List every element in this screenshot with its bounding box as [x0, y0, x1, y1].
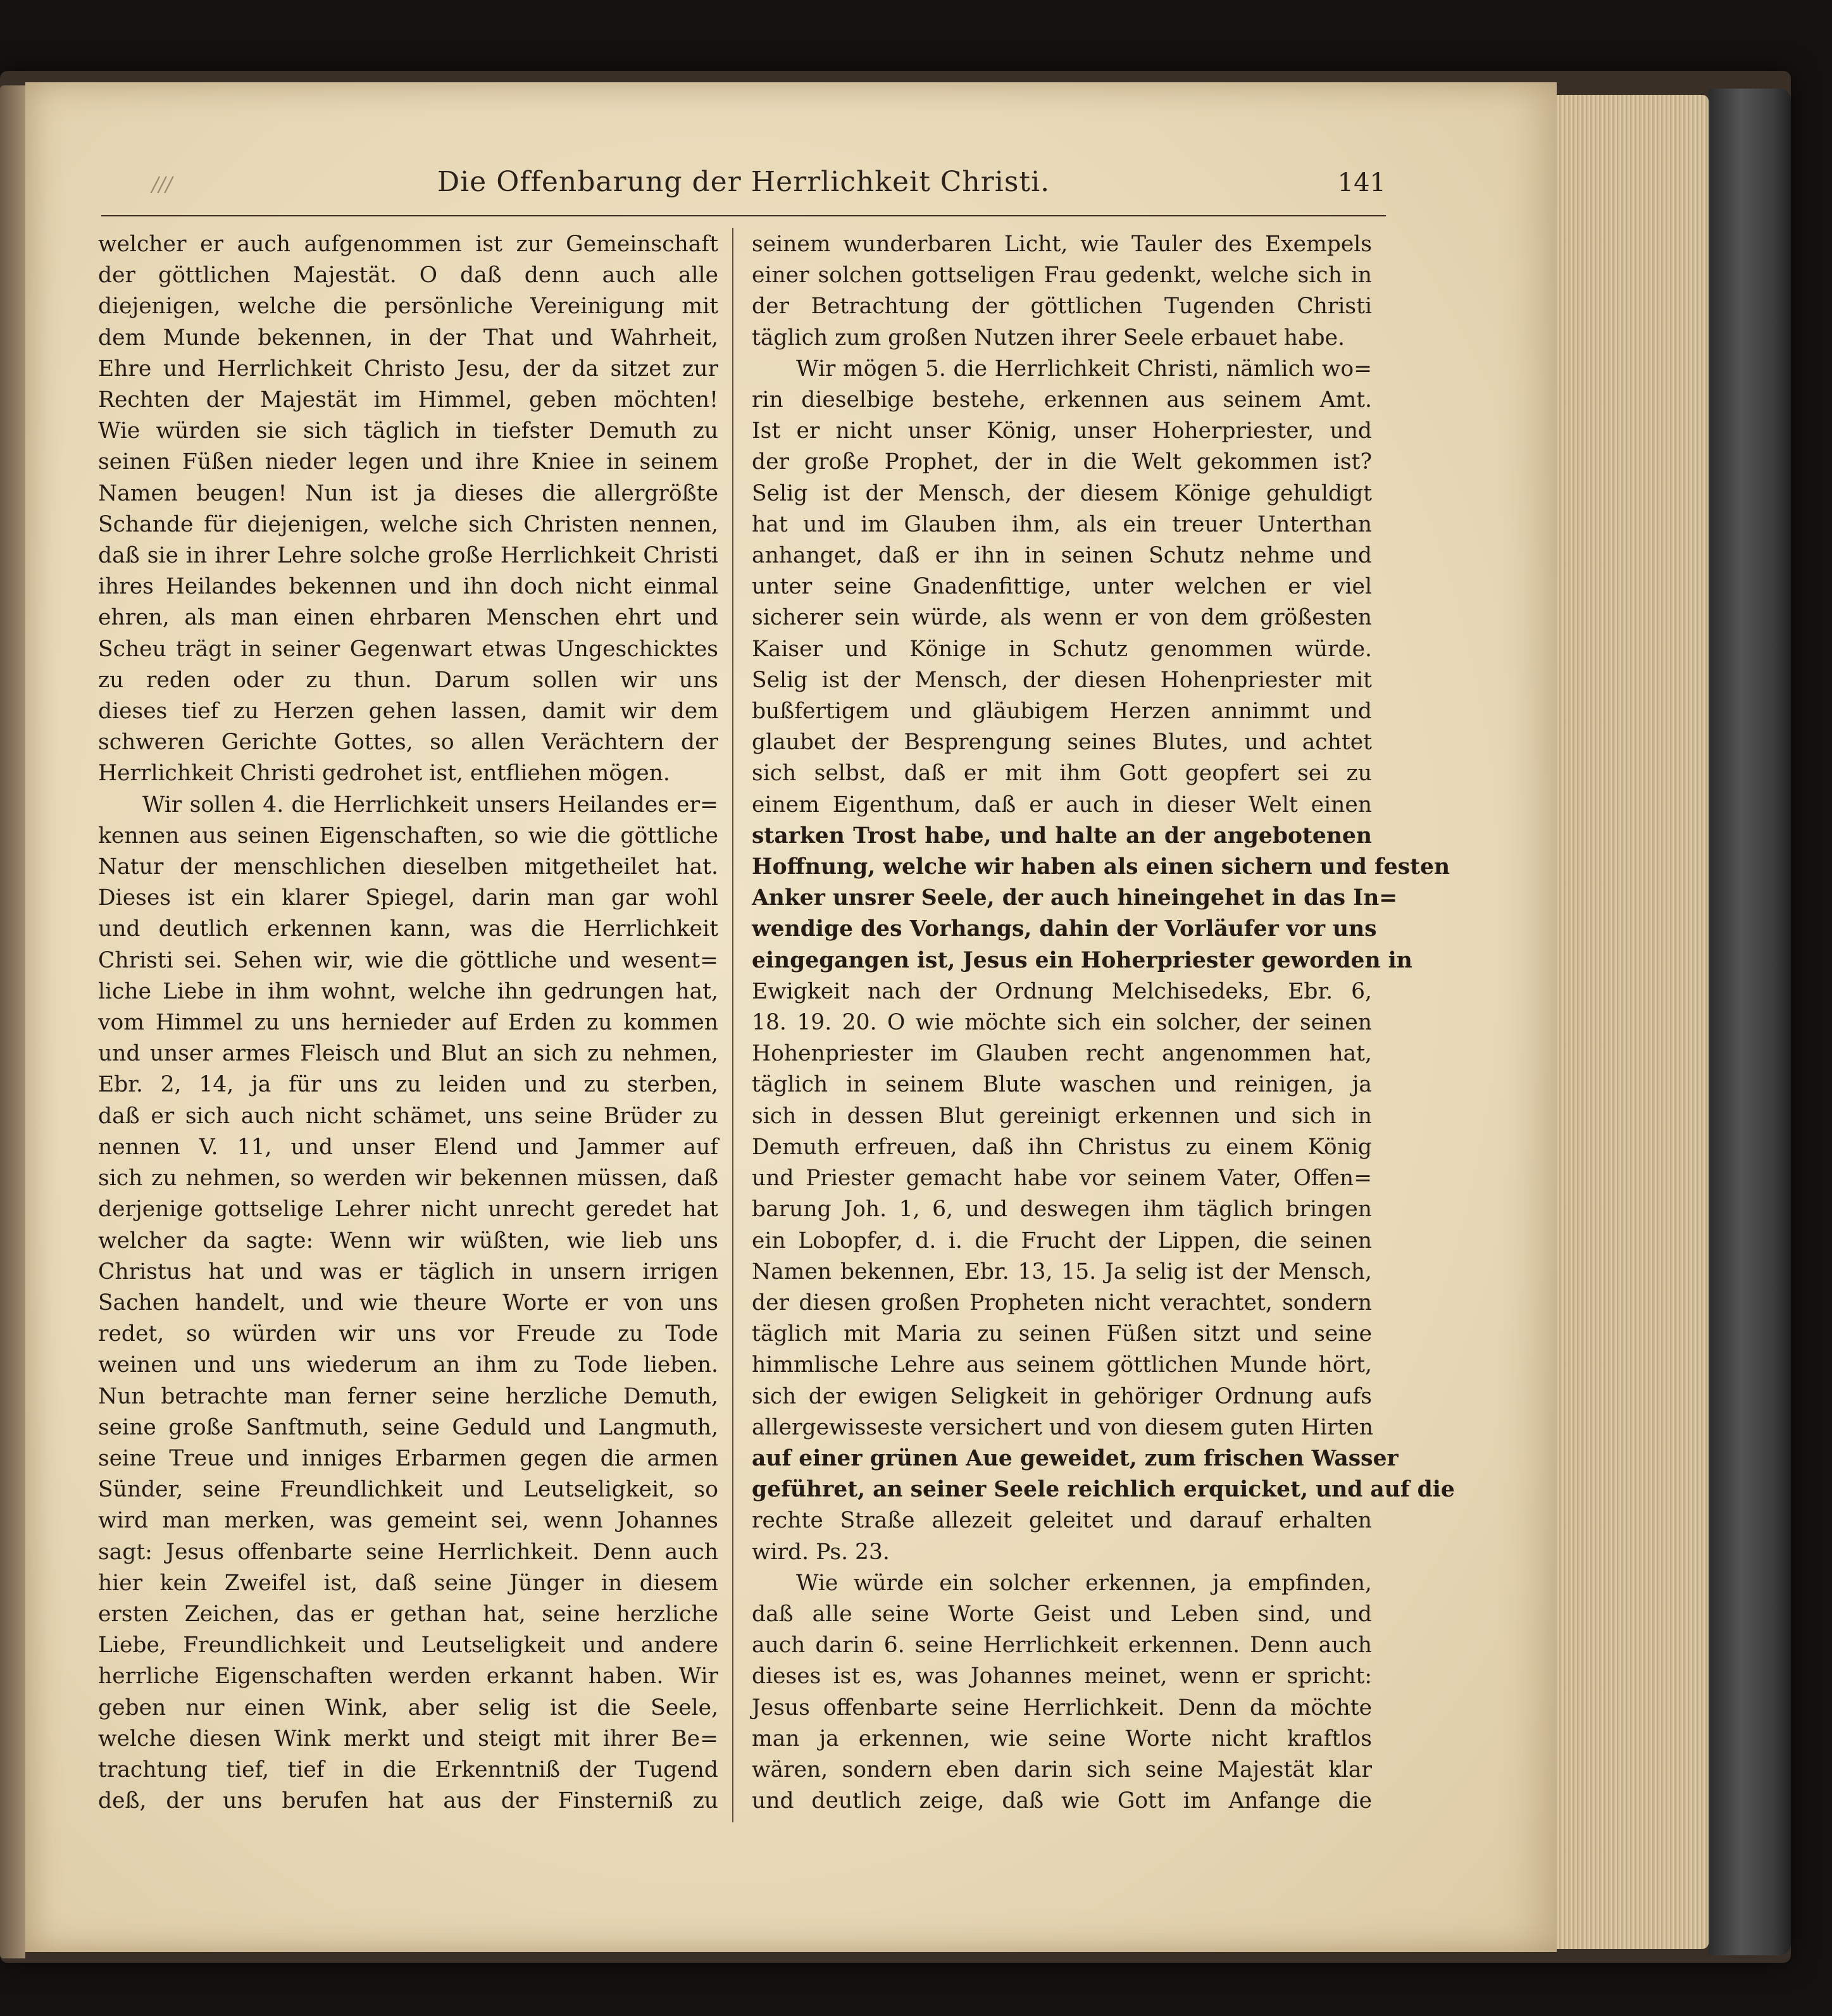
running-title: Die Offenbarung der Herrlichkeit Christi.: [437, 166, 1050, 198]
text-line: trachtung tief, tief in die Erkenntniß der Tugend: [98, 1757, 718, 1783]
text-line: zu reden oder zu thun. Darum sollen wir uns: [98, 667, 718, 693]
text-line: diejenigen, welche die persönliche Vereinigung mit: [98, 294, 718, 320]
text-line: Wie würde ein solcher erkennen, ja empfinden,: [796, 1570, 1372, 1596]
text-line: Sachen handelt, und wie theure Worte er von uns: [98, 1290, 718, 1316]
text-line: welche diesen Wink merkt und steigt mit ihrer Be=: [98, 1726, 718, 1752]
text-line: wird man merken, was gemeint sei, wenn Johannes: [98, 1508, 718, 1534]
text-line: Schande für diejenigen, welche sich Christen nennen,: [98, 511, 718, 537]
right-column: [752, 229, 1455, 1817]
text-line: Jesus offenbarte seine Herrlichkeit. Denn da möchte: [752, 1695, 1372, 1720]
text-line: kennen aus seinen Eigenschaften, so wie die göttliche: [98, 823, 718, 849]
book-cover-edge: [1709, 89, 1791, 1955]
text-line: hier kein Zweifel ist, daß seine Jünger in diesem: [98, 1570, 718, 1596]
text-line: liche Liebe in ihm wohnt, welche ihn gedrungen hat,: [98, 978, 718, 1004]
text-line: man ja erkennen, wie seine Worte nicht kraftlos: [752, 1726, 1372, 1752]
text-line: eingegangen ist, Jesus ein Hoherpriester geworden in: [752, 947, 1412, 973]
text-line: glaubet der Besprengung seines Blutes, und achtet: [752, 730, 1372, 756]
text-line: Nun betrachte man ferner seine herzliche Demuth,: [98, 1383, 718, 1409]
text-line: und deutlich erkennen kann, was die Herrlichkeit: [98, 916, 718, 942]
text-line: Selig ist der Mensch, der diesen Hohenpriester mit: [752, 667, 1372, 693]
text-line: Christus hat und was er täglich in unsern irrigen: [98, 1259, 718, 1285]
text-line: Wir sollen 4. die Herrlichkeit unsers Heilandes er=: [142, 792, 718, 818]
text-line: bußfertigem und gläubigem Herzen annimmt und: [752, 699, 1372, 725]
text-line: Namen bekennen, Ebr. 13, 15. Ja selig ist der Mensch,: [752, 1259, 1372, 1285]
text-line: Sünder, seine Freundlichkeit und Leutseligkeit, so: [98, 1477, 718, 1503]
text-line: redet, so würden wir uns vor Freude zu Tode: [98, 1321, 718, 1347]
text-line: daß alle seine Worte Geist und Leben sind, und: [752, 1601, 1372, 1627]
text-line: ihres Heilandes bekennen und ihn doch nicht einmal: [98, 574, 718, 600]
text-line: wären, sondern eben darin sich seine Majestät klar: [752, 1757, 1372, 1783]
text-line: und deutlich zeige, daß wie Gott im Anfange die: [752, 1788, 1372, 1814]
text-line: täglich in seinem Blute waschen und reinigen, ja: [752, 1072, 1372, 1098]
text-line: Dieses ist ein klarer Spiegel, darin man gar wohl: [98, 885, 718, 911]
text-line: Ehre und Herrlichkeit Christo Jesu, der da sitzet zur: [98, 356, 718, 382]
text-line: geführet, an seiner Seele reichlich erquicket, und auf die: [752, 1477, 1455, 1503]
text-line: geben nur einen Wink, aber selig ist die Seele,: [98, 1695, 718, 1720]
text-line: Scheu trägt in seiner Gegenwart etwas Ungeschicktes: [98, 636, 718, 662]
text-line: Kaiser und Könige in Schutz genommen würde.: [752, 636, 1372, 662]
text-line: daß sie in ihrer Lehre solche große Herrlichkeit Christi: [98, 543, 718, 569]
column-divider: [732, 228, 733, 1822]
text-line: der große Prophet, der in die Welt gekommen ist?: [752, 449, 1372, 475]
text-line: rechte Straße allezeit geleitet und darauf erhalten: [752, 1508, 1372, 1534]
text-line: Demuth erfreuen, daß ihn Christus zu einem König: [752, 1134, 1372, 1160]
text-line: derjenige gottselige Lehrer nicht unrecht geredet hat: [98, 1197, 718, 1223]
text-line: und Priester gemacht habe vor seinem Vater, Offen=: [752, 1166, 1372, 1192]
text-line: Christi sei. Sehen wir, wie die göttliche und wesent=: [98, 947, 718, 973]
text-line: sich in dessen Blut gereinigt erkennen und sich in: [752, 1103, 1372, 1129]
text-line: Hoffnung, welche wir haben als einen sichern und festen: [752, 854, 1450, 880]
text-line: Ist er nicht unser König, unser Hoherpriester, und: [752, 418, 1372, 444]
text-line: Anker unsrer Seele, der auch hineingehet in das In=: [752, 885, 1398, 911]
text-line: barung Joh. 1, 6, und deswegen ihm täglich bringen: [752, 1197, 1372, 1223]
header-rule: [101, 215, 1386, 216]
page-edges: [1557, 95, 1709, 1949]
text-line: Herrlichkeit Christi gedrohet ist, entfliehen mögen.: [98, 761, 670, 787]
text-line: hat und im Glauben ihm, als ein treuer Unterthan: [752, 511, 1372, 537]
text-line: Liebe, Freundlichkeit und Leutseligkeit und andere: [98, 1633, 718, 1658]
text-line: ehren, als man einen ehrbaren Menschen ehrt und: [98, 605, 718, 631]
text-line: starken Trost habe, und halte an der angebotenen: [752, 823, 1372, 849]
text-line: Ebr. 2, 14, ja für uns zu leiden und zu sterben,: [98, 1072, 718, 1098]
text-line: vom Himmel zu uns hernieder auf Erden zu kommen: [98, 1010, 718, 1036]
text-line: wendige des Vorhangs, dahin der Vorläufer vor uns: [752, 916, 1377, 942]
text-line: Rechten der Majestät im Himmel, geben möchten!: [98, 387, 718, 413]
text-line: rin dieselbige bestehe, erkennen aus seinem Amt.: [752, 387, 1372, 413]
text-line: Ewigkeit nach der Ordnung Melchisedeks, Ebr. 6,: [752, 978, 1372, 1004]
text-line: anhanget, daß er ihn in seinen Schutz nehme und: [752, 543, 1372, 569]
text-line: Hohenpriester im Glauben recht angenommen hat,: [752, 1041, 1372, 1067]
text-line: unter seine Gnadenfittige, unter welchen er viel: [752, 574, 1372, 600]
text-line: sicherer sein würde, als wenn er von dem größesten: [752, 605, 1372, 631]
text-line: der göttlichen Majestät. O daß denn auch alle: [98, 263, 718, 289]
text-line: der Betrachtung der göttlichen Tugenden Christi: [752, 294, 1372, 320]
text-line: seinem wunderbaren Licht, wie Tauler des Exempels: [752, 232, 1372, 257]
text-line: nennen V. 11, und unser Elend und Jammer auf: [98, 1134, 718, 1160]
text-line: allergewisseste versichert und von diesem guten Hirten: [752, 1414, 1373, 1440]
text-line: dem Munde bekennen, in der That und Wahrheit,: [98, 325, 718, 351]
text-line: dieses ist es, was Johannes meinet, wenn er spricht:: [752, 1664, 1372, 1689]
text-line: seinen Füßen nieder legen und ihre Kniee in seinem: [98, 449, 718, 475]
text-line: sich zu nehmen, so werden wir bekennen müssen, daß: [98, 1166, 718, 1192]
text-line: sich der ewigen Seligkeit in gehöriger Ordnung aufs: [752, 1383, 1372, 1409]
text-line: sagt: Jesus offenbarte seine Herrlichkeit. Denn auch: [98, 1539, 718, 1565]
text-line: sich selbst, daß er mit ihm Gott geopfert sei zu: [752, 761, 1372, 787]
text-line: seine große Sanftmuth, seine Geduld und Langmuth,: [98, 1414, 718, 1440]
text-line: täglich mit Maria zu seinen Füßen sitzt und seine: [752, 1321, 1372, 1347]
text-line: auch darin 6. seine Herrlichkeit erkennen. Denn auch: [752, 1633, 1372, 1658]
page-header: [101, 166, 1386, 210]
text-line: einer solchen gottseligen Frau gedenkt, welche sich in: [752, 263, 1372, 289]
text-line: welcher er auch aufgenommen ist zur Gemeinschaft: [98, 232, 718, 257]
text-line: 18. 19. 20. O wie möchte sich ein solcher, der seinen: [752, 1010, 1372, 1036]
text-line: Namen beugen! Nun ist ja dieses die allergrößte: [98, 480, 718, 506]
text-line: auf einer grünen Aue geweidet, zum frischen Wasser: [752, 1445, 1399, 1471]
text-line: einem Eigenthum, daß er auch in dieser Welt einen: [752, 792, 1372, 818]
text-line: ersten Zeichen, das er gethan hat, seine herzliche: [98, 1601, 718, 1627]
text-line: dieses tief zu Herzen gehen lassen, damit wir dem: [98, 699, 718, 725]
text-line: täglich zum großen Nutzen ihrer Seele erbauet habe.: [752, 325, 1345, 351]
left-column: [98, 229, 718, 1817]
text-line: weinen und uns wiederum an ihm zu Tode lieben.: [98, 1352, 718, 1378]
text-line: schweren Gerichte Gottes, so allen Verächtern der: [98, 730, 718, 756]
text-line: welcher da sagte: Wenn wir wüßten, wie lieb uns: [98, 1228, 718, 1254]
previous-page-edge: [0, 85, 25, 1958]
text-line: der diesen großen Propheten nicht verachtet, sondern: [752, 1290, 1372, 1316]
text-line: seine Treue und inniges Erbarmen gegen die armen: [98, 1445, 718, 1471]
text-line: Wir mögen 5. die Herrlichkeit Christi, nämlich wo=: [796, 356, 1372, 382]
text-line: Natur der menschlichen dieselben mitgetheilet hat.: [98, 854, 718, 880]
text-line: Selig ist der Mensch, der diesem Könige gehuldigt: [752, 480, 1372, 506]
page-number: 141: [1337, 168, 1386, 197]
text-line: himmlische Lehre aus seinem göttlichen Munde hört,: [752, 1352, 1372, 1378]
text-line: ein Lobopfer, d. i. die Frucht der Lippen, die seinen: [752, 1228, 1372, 1254]
text-line: wird. Ps. 23.: [752, 1539, 890, 1565]
text-line: und unser armes Fleisch und Blut an sich zu nehmen,: [98, 1041, 718, 1067]
text-line: deß, der uns berufen hat aus der Finsterniß zu: [98, 1788, 718, 1814]
text-line: Wie würden sie sich täglich in tiefster Demuth zu: [98, 418, 718, 444]
text-line: herrliche Eigenschaften werden erkannt haben. Wir: [98, 1664, 718, 1689]
pencil-mark: ///: [152, 172, 173, 196]
text-line: daß er sich auch nicht schämet, uns seine Brüder zu: [98, 1103, 718, 1129]
